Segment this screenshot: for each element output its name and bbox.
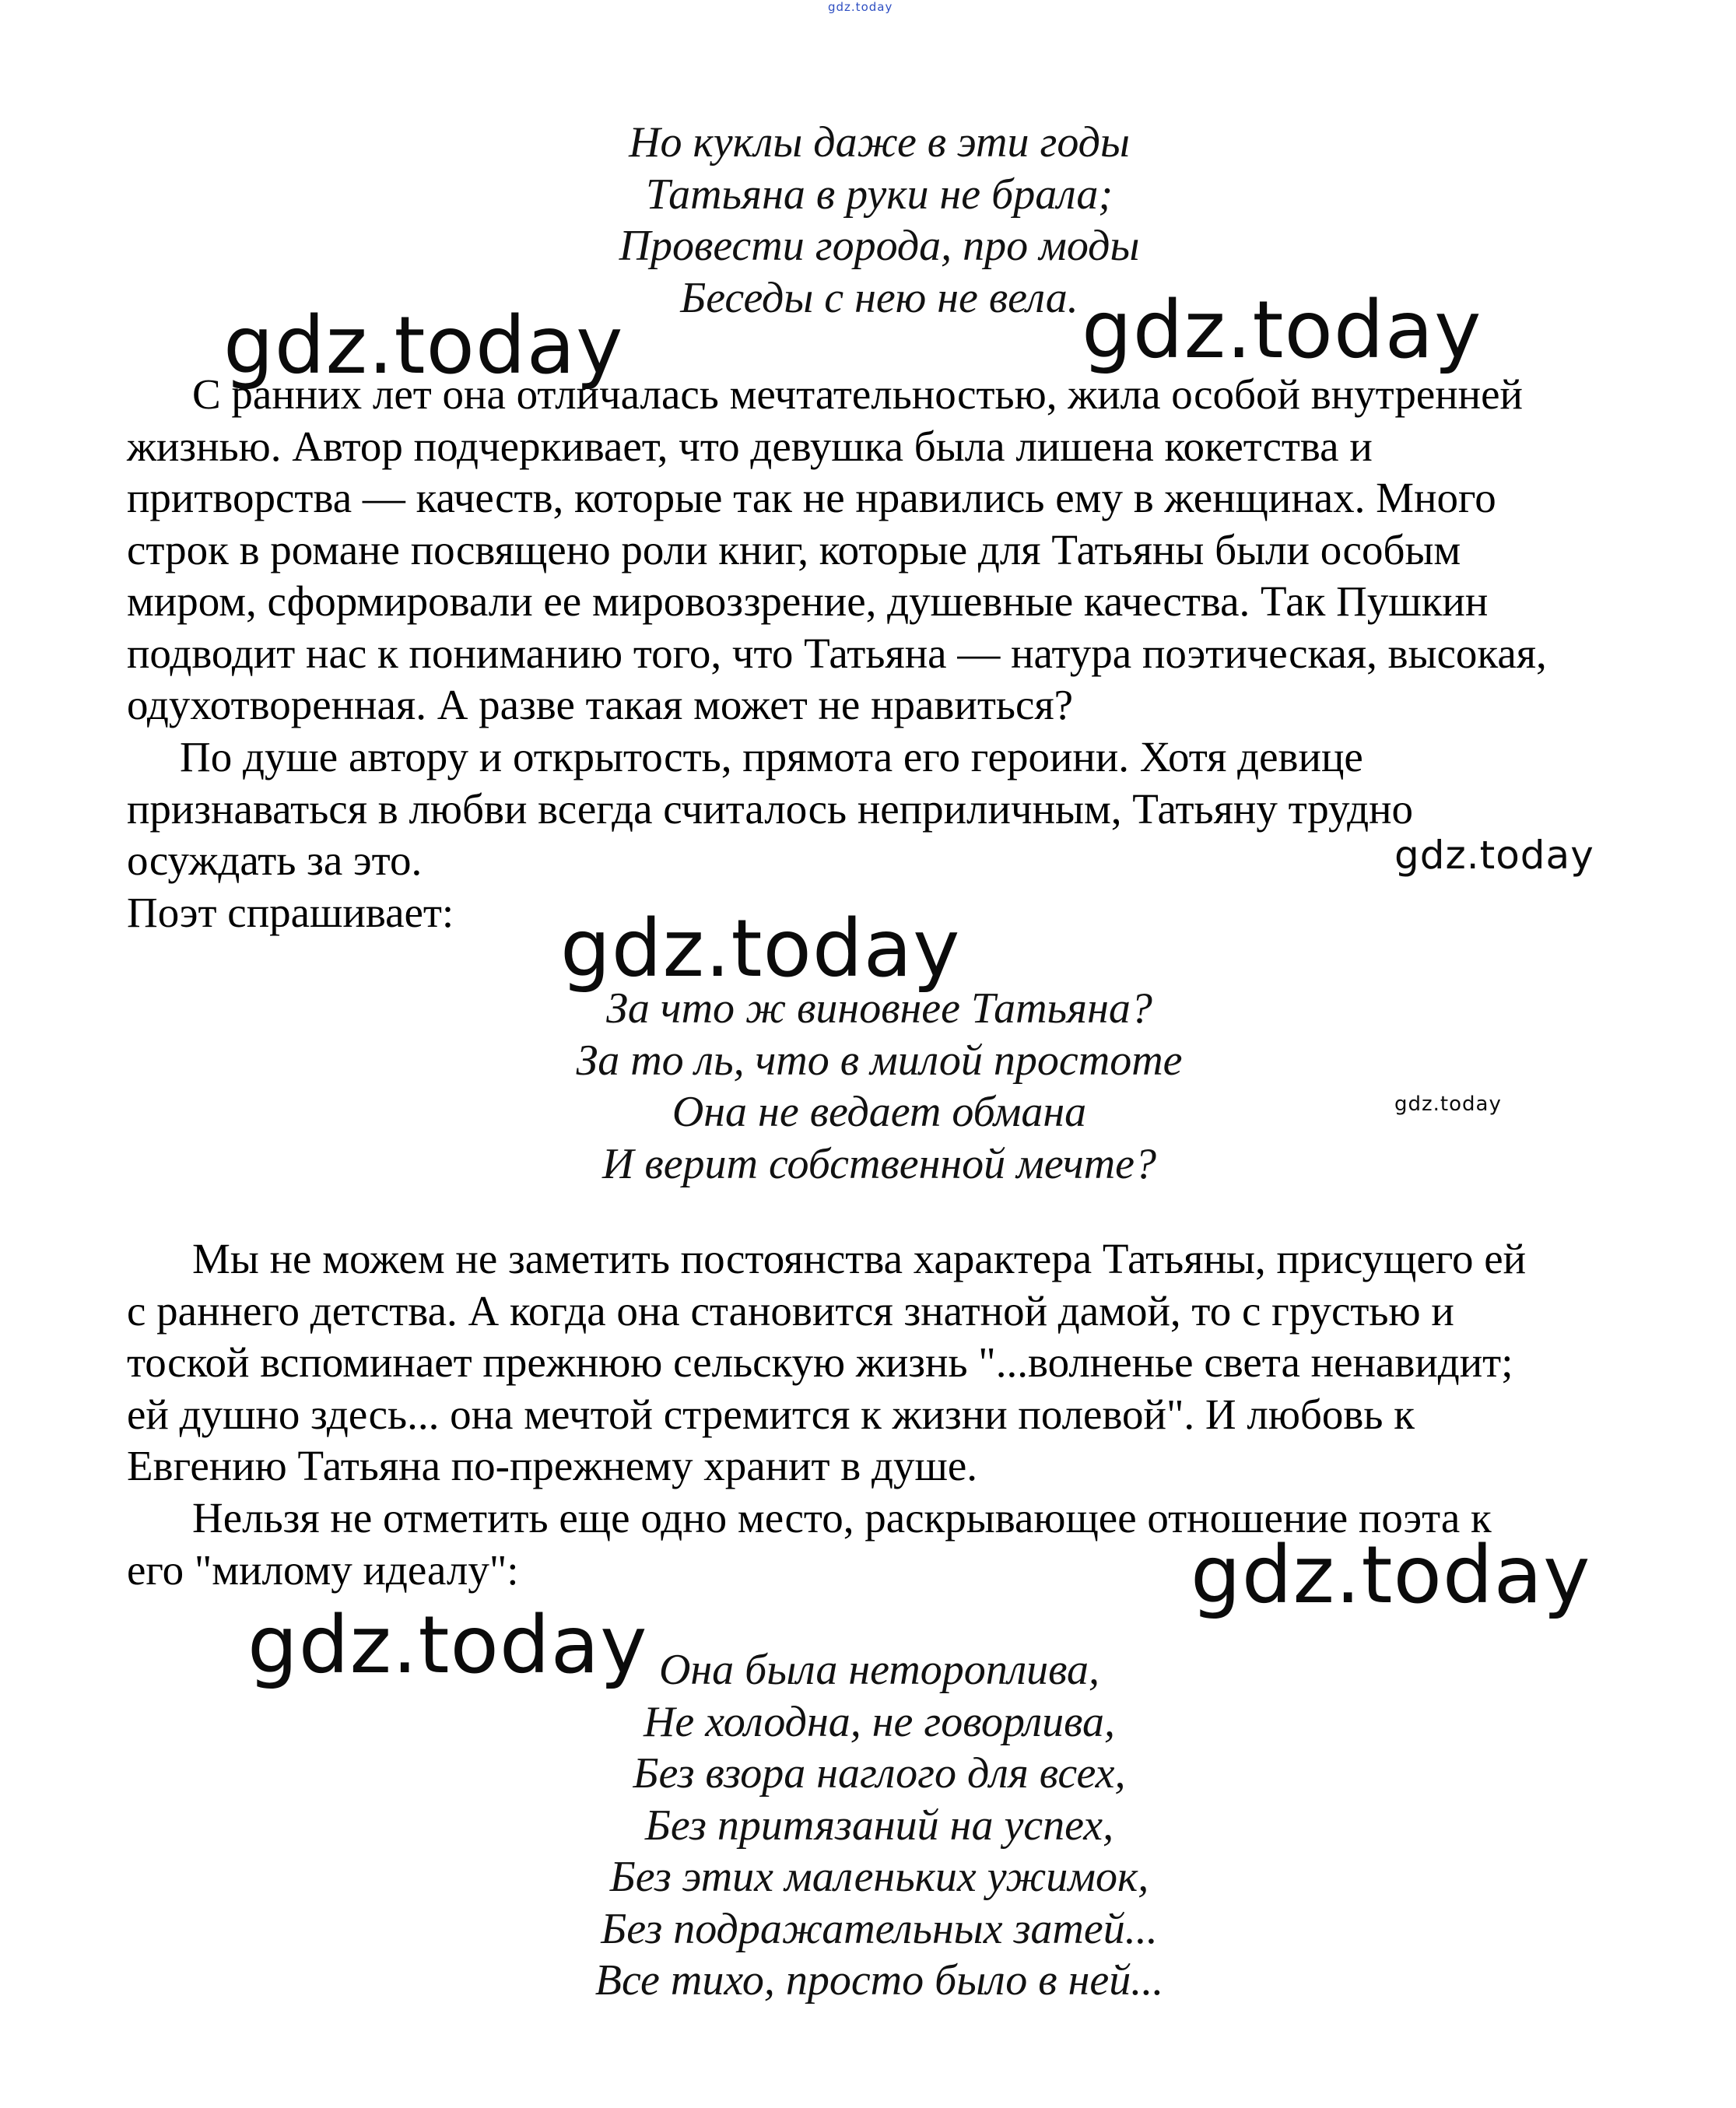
paragraph-1 bbox=[127, 369, 1644, 731]
text-line: одухотворенная. А разве такая может не нравиться? bbox=[127, 681, 1074, 728]
verse-line: И верит собственной мечте? bbox=[601, 1139, 1157, 1188]
watermark-top: gdz.today bbox=[828, 0, 893, 14]
text-line: осуждать за это. bbox=[127, 837, 423, 884]
text-line: Нельзя не отметить еще одно место, раскрывающее отношение поэта к bbox=[192, 1494, 1492, 1542]
text-line: признаваться в любви всегда считалось неприличным, Татьяну трудно bbox=[127, 784, 1414, 833]
verse-2 bbox=[556, 983, 1202, 1190]
verse-line: За то ль, что в милой простоте bbox=[576, 1036, 1183, 1085]
text-line: Поэт спрашивает: bbox=[127, 888, 454, 936]
text-line: притворства — качеств, которые так не нравились ему в женщинах. Много bbox=[127, 474, 1496, 521]
text-line: С ранних лет она отличалась мечтательностью, жила особой внутренней bbox=[192, 370, 1523, 418]
text-line: Мы не можем не заметить постоянства характера Татьяны, присущего ей bbox=[192, 1235, 1527, 1282]
paragraph-3 bbox=[127, 1233, 1644, 1492]
verse-line: Все тихо, просто было в ней... bbox=[594, 1956, 1164, 2005]
verse-line: Она была нетороплива, bbox=[658, 1646, 1100, 1694]
verse-line: Без притязаний на успех, bbox=[644, 1801, 1114, 1850]
verse-line: Провести города, про моды bbox=[619, 222, 1140, 270]
verse-line: Татьяна в руки не брала; bbox=[645, 170, 1113, 219]
text-line: его "милому идеалу": bbox=[127, 1545, 519, 1594]
watermark: gdz.today bbox=[1191, 1529, 1591, 1622]
watermark: gdz.today bbox=[247, 1599, 648, 1692]
watermark: gdz.today bbox=[223, 300, 624, 392]
verse-line: За что ж виновнее Татьяна? bbox=[606, 984, 1152, 1033]
verse-3 bbox=[556, 1644, 1202, 2007]
watermark: gdz.today bbox=[1394, 833, 1594, 878]
verse-line: Без подражательных затей... bbox=[601, 1904, 1158, 1953]
verse-line: Без взора наглого для всех, bbox=[633, 1749, 1126, 1798]
text-line: Евгению Татьяна по-прежнему хранит в душе. bbox=[127, 1442, 978, 1489]
text-line: тоской вспоминает прежнюю сельскую жизнь "...волненье света ненавидит; bbox=[127, 1338, 1513, 1386]
text-line: По душе автору и открытость, прямота его героини. Хотя девице bbox=[180, 733, 1363, 780]
text-line: жизнью. Автор подчеркивает, что девушка была лишена кокетства и bbox=[127, 422, 1373, 470]
text-line: с раннего детства. А когда она становится знатной дамой, то с грустью и bbox=[127, 1286, 1454, 1335]
text-line: строк в романе посвящено роли книг, которые для Татьяны были особым bbox=[127, 525, 1461, 573]
watermark: gdz.today bbox=[1394, 1093, 1502, 1116]
verse-line: Беседы с нею не вела. bbox=[680, 273, 1078, 322]
text-line: миром, сформировали ее мировоззрение, душевные качества. Так Пушкин bbox=[127, 577, 1489, 625]
text-line: подводит нас к пониманию того, что Татьяна — натура поэтическая, высокая, bbox=[127, 629, 1547, 677]
watermark: gdz.today bbox=[1082, 284, 1482, 377]
text-line: ей душно здесь... она мечтой стремится к жизни полевой". И любовь к bbox=[127, 1390, 1415, 1438]
verse-line: Без этих маленьких ужимок, bbox=[609, 1853, 1149, 1901]
watermark: gdz.today bbox=[560, 903, 961, 995]
verse-line: Она не ведает обмана bbox=[672, 1088, 1087, 1136]
verse-line: Но куклы даже в эти годы bbox=[629, 118, 1130, 167]
verse-line: Не холодна, не говорлива, bbox=[643, 1697, 1116, 1746]
